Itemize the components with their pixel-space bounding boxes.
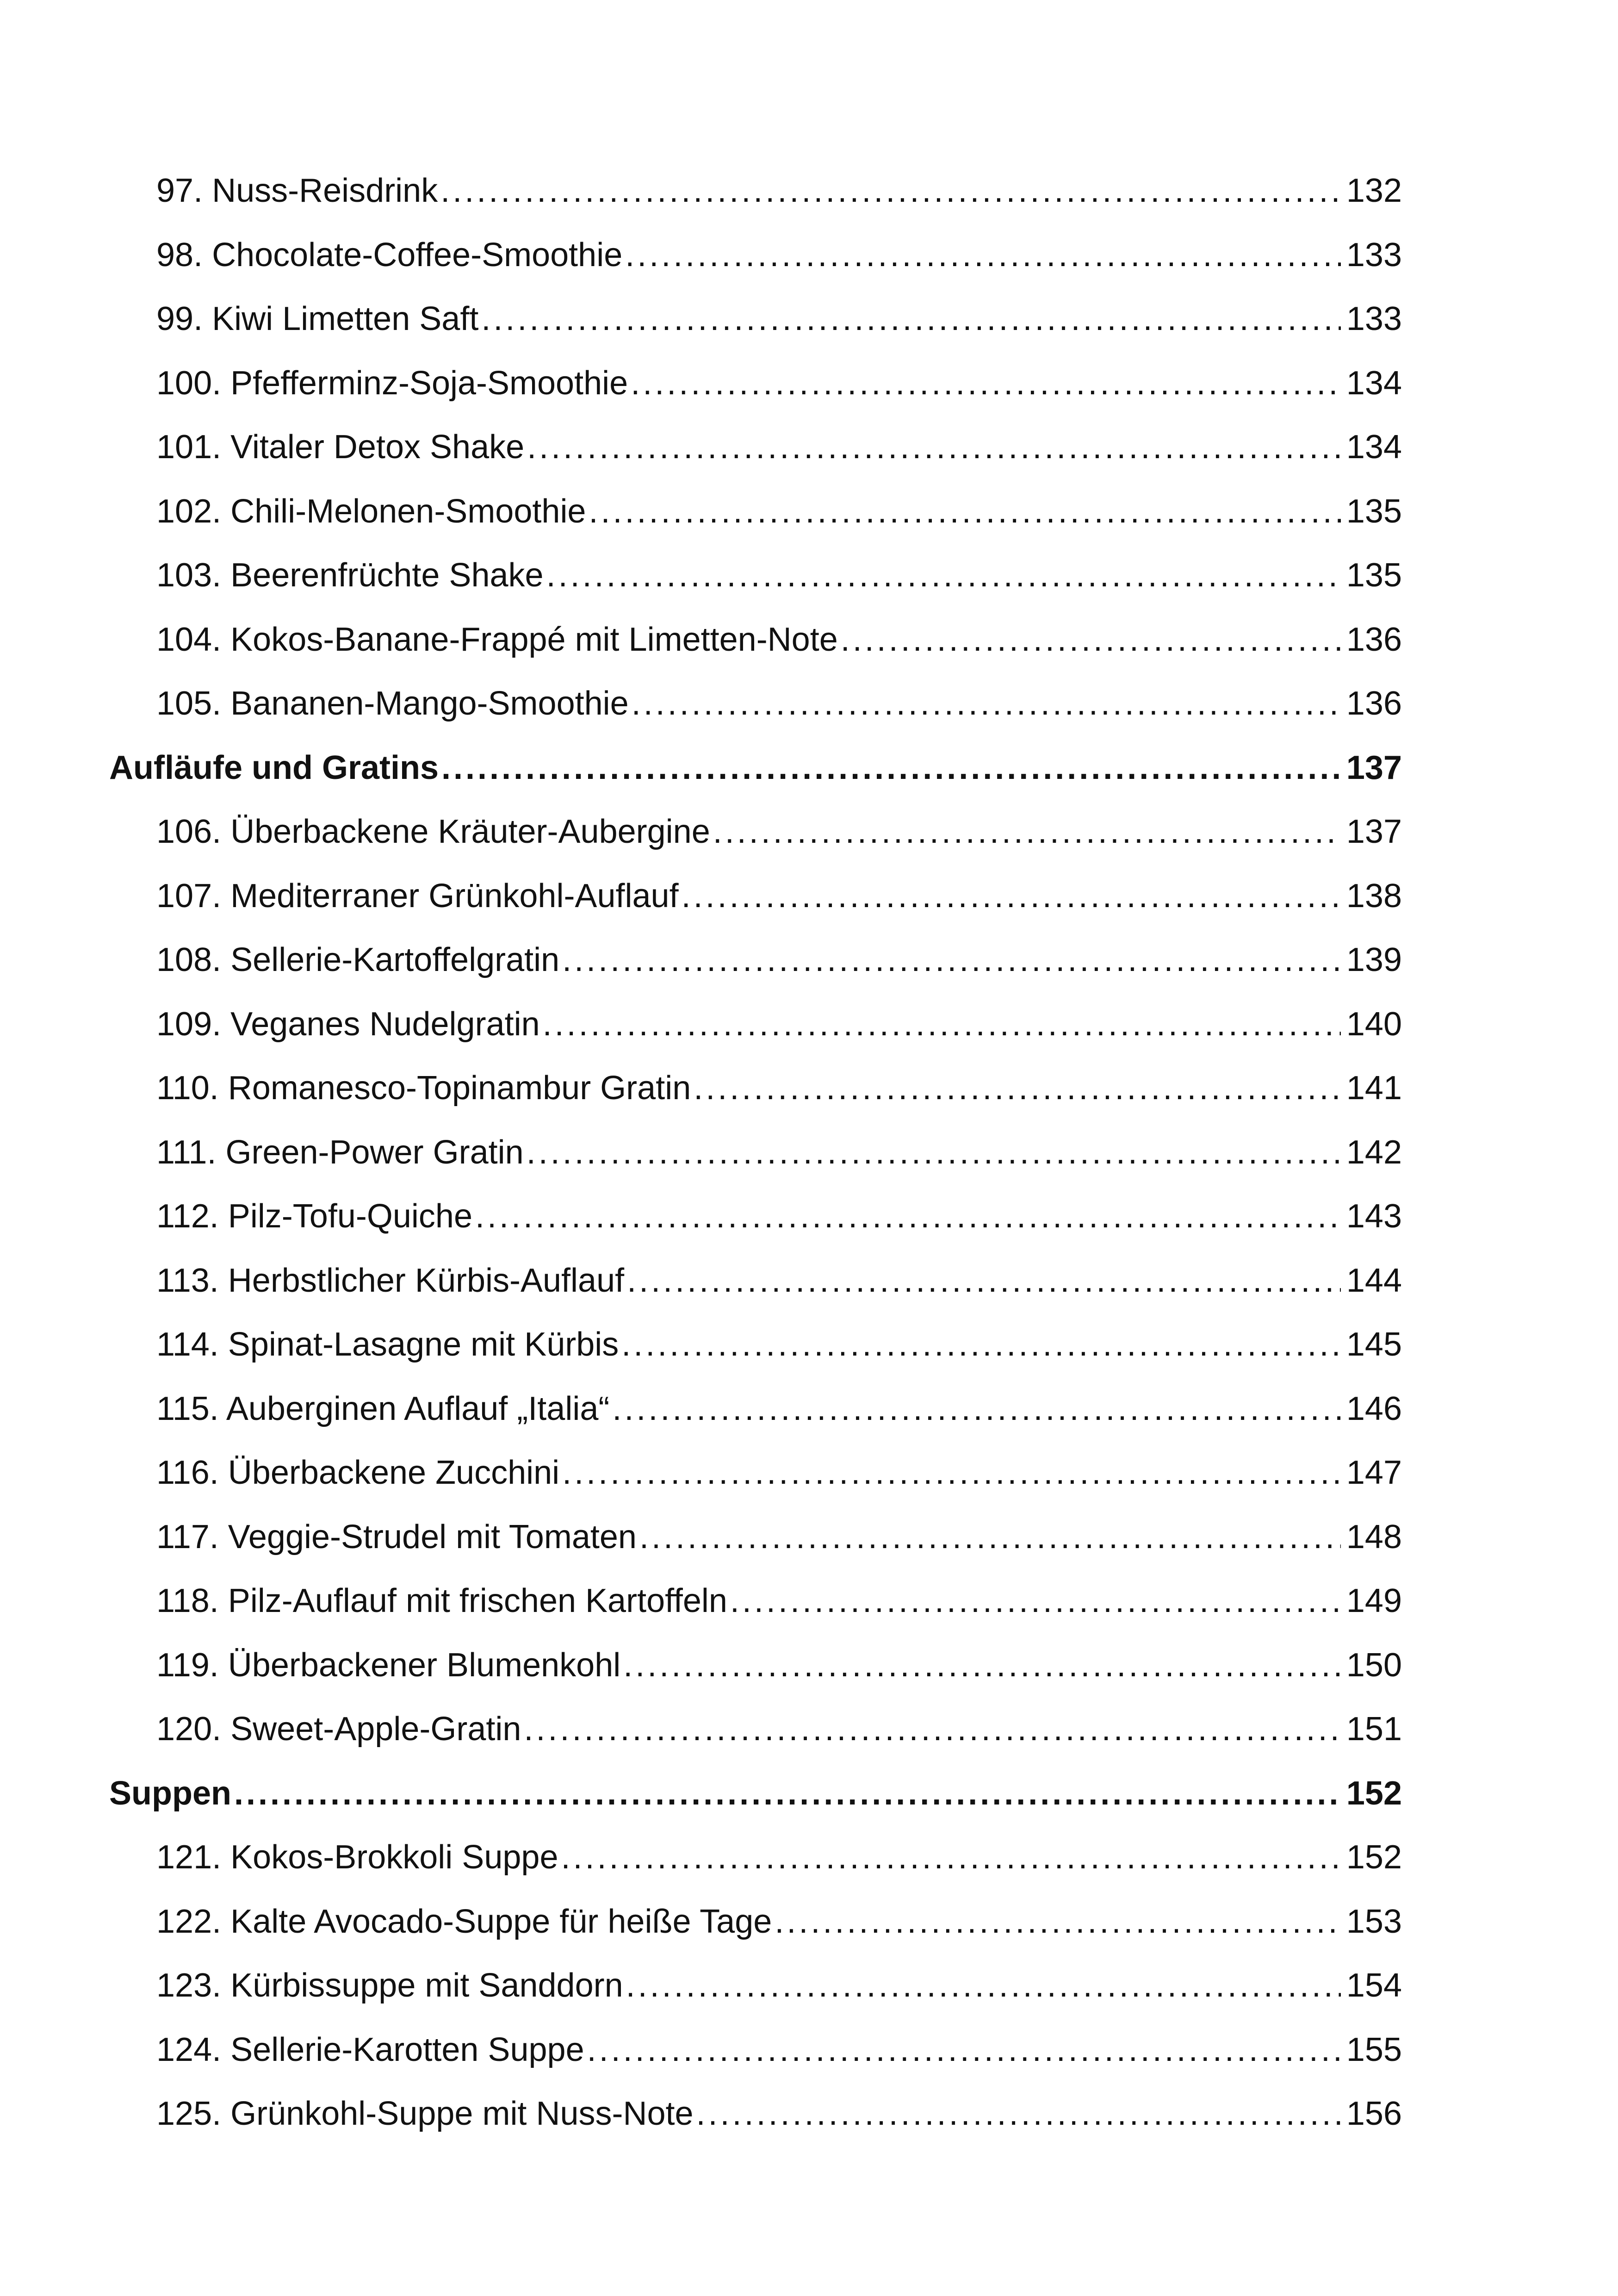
dot-leader xyxy=(562,1447,1341,1498)
entry-title: 122. Kalte Avocado-Suppe für heiße Tage xyxy=(156,1903,772,1940)
dot-leader xyxy=(475,1191,1341,1242)
toc-entry xyxy=(156,1512,1402,1562)
toc-entry xyxy=(156,614,1402,665)
entry-title: 99. Kiwi Limetten Saft xyxy=(156,300,479,337)
entry-title: 102. Chili-Melonen-Smoothie xyxy=(156,493,586,530)
toc-entry xyxy=(156,422,1402,473)
toc-entry xyxy=(156,1896,1402,1947)
dot-leader xyxy=(543,999,1341,1050)
entry-title: 115. Auberginen Auflauf „Italia“ xyxy=(156,1390,610,1427)
page-number: 151 xyxy=(1346,1711,1402,1748)
dot-leader xyxy=(626,1960,1341,2011)
entry-title: 103. Beerenfrüchte Shake xyxy=(156,557,544,594)
toc-entry xyxy=(156,1447,1402,1498)
dot-leader xyxy=(623,1640,1341,1691)
page-number: 142 xyxy=(1346,1134,1402,1171)
dot-leader xyxy=(561,1832,1341,1883)
toc-entry xyxy=(156,1640,1402,1691)
dot-leader xyxy=(730,1575,1341,1626)
dot-leader xyxy=(481,293,1341,344)
page-number: 140 xyxy=(1346,1006,1402,1043)
page-number: 136 xyxy=(1346,685,1402,722)
page-number: 134 xyxy=(1346,365,1402,402)
toc-entry xyxy=(156,1063,1402,1114)
entry-title: 124. Sellerie-Karotten Suppe xyxy=(156,2031,584,2068)
dot-leader xyxy=(625,230,1341,280)
entry-title: 106. Überbackene Kräuter-Aubergine xyxy=(156,813,710,850)
entry-title: 104. Kokos-Banane-Frappé mit Limetten-Note xyxy=(156,621,838,658)
entry-title: 113. Herbstlicher Kürbis-Auflauf xyxy=(156,1262,625,1299)
toc-entry xyxy=(156,550,1402,601)
entry-title: 109. Veganes Nudelgratin xyxy=(156,1006,540,1043)
dot-leader xyxy=(612,1383,1341,1434)
toc-entry xyxy=(156,1319,1402,1370)
dot-leader xyxy=(841,614,1341,665)
page-number: 141 xyxy=(1346,1070,1402,1107)
entry-title: 118. Pilz-Auflauf mit frischen Kartoffeln xyxy=(156,1582,727,1619)
page-number: 143 xyxy=(1346,1198,1402,1235)
page-number: 134 xyxy=(1346,429,1402,466)
dot-leader xyxy=(440,165,1341,216)
entry-title: 112. Pilz-Tofu-Quiche xyxy=(156,1198,472,1235)
toc-entry xyxy=(156,1255,1402,1306)
toc-entry xyxy=(156,806,1402,857)
entry-title: 125. Grünkohl-Suppe mit Nuss-Note xyxy=(156,2095,694,2132)
toc-entry xyxy=(156,999,1402,1050)
page-number: 147 xyxy=(1346,1454,1402,1491)
page-number: 144 xyxy=(1346,1262,1402,1299)
dot-leader xyxy=(527,422,1341,473)
dot-leader xyxy=(527,1127,1341,1178)
dot-leader xyxy=(546,550,1341,601)
toc-entry xyxy=(156,1575,1402,1626)
dot-leader xyxy=(621,1319,1341,1370)
dot-leader xyxy=(589,486,1340,537)
entry-title: 121. Kokos-Brokkoli Suppe xyxy=(156,1839,558,1876)
toc-entry xyxy=(156,2088,1402,2139)
toc-entry xyxy=(156,2024,1402,2075)
page-number: 136 xyxy=(1346,621,1402,658)
dot-leader xyxy=(694,1063,1341,1114)
dot-leader xyxy=(775,1896,1341,1947)
page-number: 138 xyxy=(1346,877,1402,915)
page-number: 152 xyxy=(1346,1839,1402,1876)
page-number: 132 xyxy=(1346,172,1402,209)
toc-entry xyxy=(156,358,1402,409)
toc-section-heading xyxy=(109,1768,1402,1819)
dot-leader xyxy=(562,934,1341,985)
dot-leader xyxy=(441,742,1341,793)
toc-entry xyxy=(156,1383,1402,1434)
toc-entry xyxy=(156,1960,1402,2011)
section-title: Aufläufe und Gratins xyxy=(109,749,439,786)
page-number: 156 xyxy=(1346,2095,1402,2132)
page-number: 139 xyxy=(1346,941,1402,978)
dot-leader xyxy=(627,1255,1341,1306)
dot-leader xyxy=(524,1704,1340,1755)
entry-title: 107. Mediterraner Grünkohl-Auflauf xyxy=(156,877,679,915)
dot-leader xyxy=(631,358,1341,409)
page-number: 150 xyxy=(1346,1647,1402,1684)
toc-entry xyxy=(156,165,1402,216)
entry-title: 116. Überbackene Zucchini xyxy=(156,1454,560,1491)
toc-entry xyxy=(156,486,1402,537)
toc-section-heading xyxy=(109,742,1402,793)
entry-title: 98. Chocolate-Coffee-Smoothie xyxy=(156,236,623,274)
toc-entry xyxy=(156,871,1402,921)
page-number: 135 xyxy=(1346,557,1402,594)
page-number: 145 xyxy=(1346,1326,1402,1363)
dot-leader xyxy=(713,806,1341,857)
page-number: 148 xyxy=(1346,1518,1402,1556)
dot-leader xyxy=(632,678,1341,729)
page-number: 146 xyxy=(1346,1390,1402,1427)
page-number: 135 xyxy=(1346,493,1402,530)
toc-entry xyxy=(156,1127,1402,1178)
page-number: 137 xyxy=(1346,749,1402,786)
page-number: 133 xyxy=(1346,300,1402,337)
dot-leader xyxy=(234,1768,1341,1819)
entry-title: 114. Spinat-Lasagne mit Kürbis xyxy=(156,1326,619,1363)
toc-entry xyxy=(156,1191,1402,1242)
entry-title: 117. Veggie-Strudel mit Tomaten xyxy=(156,1518,637,1556)
page-number: 153 xyxy=(1346,1903,1402,1940)
dot-leader xyxy=(682,871,1341,921)
dot-leader xyxy=(587,2024,1341,2075)
page-number: 149 xyxy=(1346,1582,1402,1619)
dot-leader xyxy=(696,2088,1341,2139)
page-number: 137 xyxy=(1346,813,1402,850)
section-title: Suppen xyxy=(109,1775,231,1812)
entry-title: 100. Pfefferminz-Soja-Smoothie xyxy=(156,365,628,402)
entry-title: 110. Romanesco-Topinambur Gratin xyxy=(156,1070,691,1107)
entry-title: 101. Vitaler Detox Shake xyxy=(156,429,525,466)
page-number: 155 xyxy=(1346,2031,1402,2068)
page-number: 154 xyxy=(1346,1967,1402,2004)
toc-entry xyxy=(156,293,1402,344)
entry-title: 97. Nuss-Reisdrink xyxy=(156,172,438,209)
entry-title: 105. Bananen-Mango-Smoothie xyxy=(156,685,629,722)
entry-title: 108. Sellerie-Kartoffelgratin xyxy=(156,941,560,978)
entry-title: 120. Sweet-Apple-Gratin xyxy=(156,1711,521,1748)
page-number: 152 xyxy=(1346,1775,1402,1812)
page-number: 133 xyxy=(1346,236,1402,274)
dot-leader xyxy=(639,1512,1341,1562)
entry-title: 111. Green-Power Gratin xyxy=(156,1134,524,1171)
entry-title: 119. Überbackener Blumenkohl xyxy=(156,1647,621,1684)
toc-entry xyxy=(156,230,1402,280)
toc-entry xyxy=(156,1832,1402,1883)
toc-entry xyxy=(156,678,1402,729)
toc-entry xyxy=(156,934,1402,985)
toc-entry xyxy=(156,1704,1402,1755)
entry-title: 123. Kürbissuppe mit Sanddorn xyxy=(156,1967,623,2004)
